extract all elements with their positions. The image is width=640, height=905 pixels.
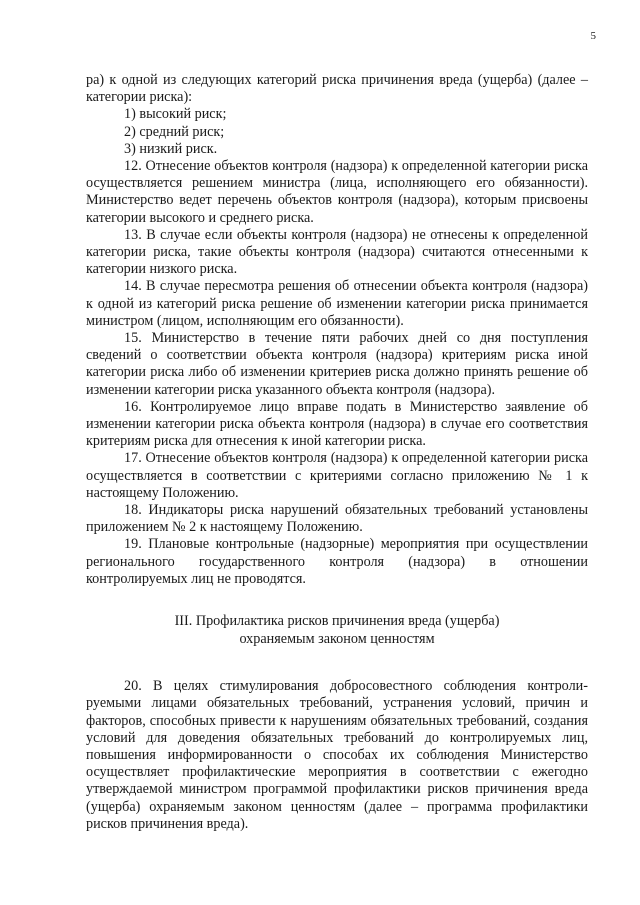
section-heading (86, 612, 588, 648)
section-heading-line: охраняемым законом ценностям (239, 631, 435, 648)
list-item: 3) низкий риск. (124, 140, 218, 157)
paragraph-17: 17. Отнесение объектов контроля (надзора) к определенной категории риска осуществляется в соответствии с критериями согласно приложению № 1 к настоящему Положению. (86, 450, 588, 501)
paragraph-20: 20. В целях стимулирования добросовестного соблюдения контролируемыми лицами обязательных требований, устранения условий, причин и факторов, способных привести к нарушениям обязательных требований, создания условий для доведения обязательных требований до контролируемых лиц, повышения информированности о способах их соблюдения Министерство осуществляет профилактические мероприятия в соответствии с ежегодно утверждаемой министром программой профилактики рисков причинения вреда (ущерба) охраняемым законом ценностям (далее – программа профилактики рисков причинения вреда). (86, 678, 588, 832)
list-item: 2) средний риск; (124, 123, 225, 140)
paragraph-13: 13. В случае если объекты контроля (надзора) не отнесены к определенной категории риска, такие объекты контроля (надзора) считаются отнесенными к категории низкого риска. (86, 226, 588, 278)
paragraph-16: 16. Контролируемое лицо вправе подать в Министерство заявление об изменении категории риска объекта контроля (надзора) в случае его соответствия критериям риска для отнесения к иной категории риска. (86, 398, 588, 450)
document-body (86, 72, 588, 833)
paragraph-18: 18. Индикаторы риска нарушений обязательных требований установлены приложением № 2 к настоящему Положению. (86, 502, 588, 536)
paragraph-14: 14. В случае пересмотра решения об отнесении объекта контроля (надзора) к одной из категорий риска решение об изменении категории риска принимается министром (лицом, исполняющим его обязанности). (86, 278, 588, 329)
paragraph-12: 12. Отнесение объектов контроля (надзора) к определенной категории риска осуществляется решением министра (лица, исполняющего его обязанности). Министерство ведет перечень объектов контроля (надзора), которым присвоены категории высокого и среднего риска. (86, 158, 588, 226)
risk-category-list (86, 106, 588, 158)
paragraph-19: 19. Плановые контрольные (надзорные) мероприятия при осуществлении регионального государственного контроля (надзора) в отношении контролируемых лиц не проводятся. (86, 536, 588, 587)
page-number: 5 (590, 30, 596, 42)
paragraph-15: 15. Министерство в течение пяти рабочих дней со дня поступления сведений о соответствии объекта контроля (надзора) критериям риска иной категории риска либо об изменении критериев риска должно принять решение об изменении категории риска указанного объекта контроля (надзора). (86, 330, 588, 398)
list-item: 1) высокий риск; (124, 106, 227, 123)
paragraph-continuation: ра) к одной из следующих категорий риска причинения вреда (ущерба) (далее – категории риска): (86, 72, 588, 106)
section-heading-line: III. Профилактика рисков причинения вреда (ущерба) (174, 613, 500, 630)
